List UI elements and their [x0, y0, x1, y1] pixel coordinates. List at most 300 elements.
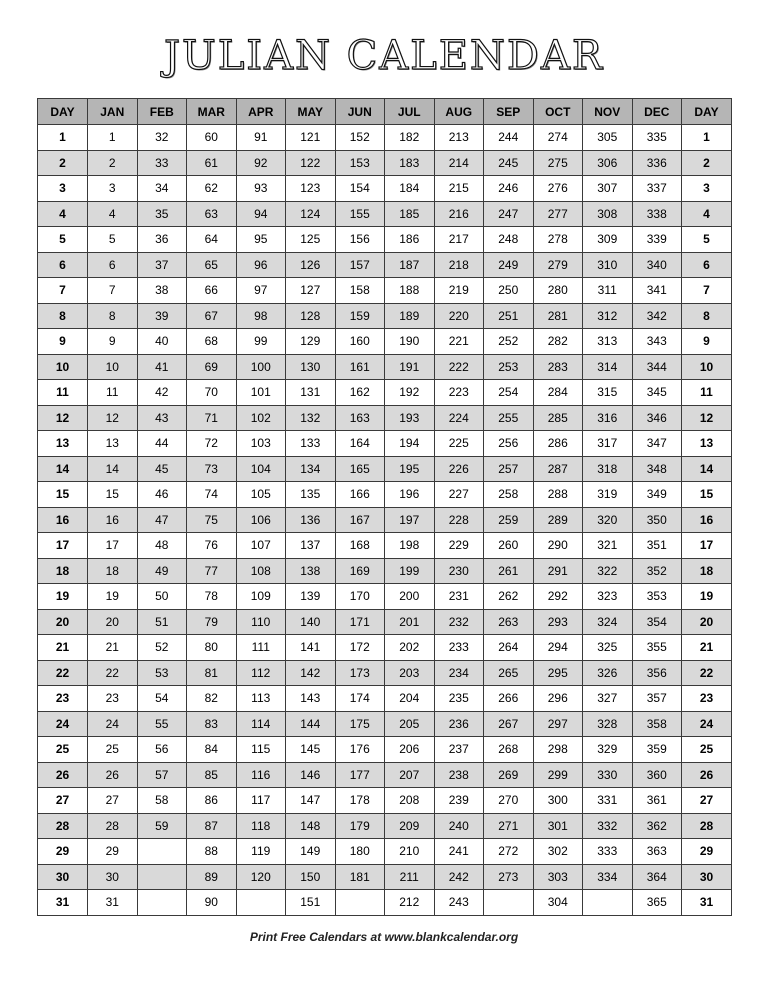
column-header: NOV — [583, 99, 633, 125]
julian-day-cell: 21 — [88, 635, 138, 661]
julian-day-cell: 292 — [533, 584, 583, 610]
julian-day-cell: 138 — [286, 558, 336, 584]
day-number-right: 10 — [682, 354, 732, 380]
day-number-right: 29 — [682, 839, 732, 865]
julian-day-cell: 325 — [583, 635, 633, 661]
julian-day-cell: 326 — [583, 660, 633, 686]
julian-day-cell: 94 — [236, 201, 286, 227]
julian-day-cell: 117 — [236, 788, 286, 814]
julian-day-cell: 55 — [137, 711, 187, 737]
julian-day-cell: 276 — [533, 176, 583, 202]
day-number-left: 4 — [38, 201, 88, 227]
day-number-left: 1 — [38, 125, 88, 151]
julian-day-cell: 327 — [583, 686, 633, 712]
julian-day-cell: 95 — [236, 227, 286, 253]
day-number-right: 11 — [682, 380, 732, 406]
day-number-right: 18 — [682, 558, 732, 584]
julian-day-cell: 355 — [632, 635, 682, 661]
column-header: JUL — [385, 99, 435, 125]
julian-day-cell: 60 — [187, 125, 237, 151]
table-row — [38, 380, 732, 406]
julian-day-cell: 83 — [187, 711, 237, 737]
julian-day-cell: 332 — [583, 813, 633, 839]
julian-day-cell: 244 — [484, 125, 534, 151]
julian-day-cell: 111 — [236, 635, 286, 661]
julian-day-cell: 139 — [286, 584, 336, 610]
julian-day-cell: 364 — [632, 864, 682, 890]
julian-day-cell: 25 — [88, 737, 138, 763]
day-number-right: 8 — [682, 303, 732, 329]
julian-day-cell: 169 — [335, 558, 385, 584]
julian-day-cell: 238 — [434, 762, 484, 788]
julian-day-cell: 156 — [335, 227, 385, 253]
julian-day-cell: 104 — [236, 456, 286, 482]
julian-day-cell: 287 — [533, 456, 583, 482]
julian-day-cell: 53 — [137, 660, 187, 686]
julian-day-cell: 273 — [484, 864, 534, 890]
julian-day-cell: 43 — [137, 405, 187, 431]
julian-day-cell: 267 — [484, 711, 534, 737]
julian-day-cell: 324 — [583, 609, 633, 635]
julian-day-cell: 289 — [533, 507, 583, 533]
day-number-right: 2 — [682, 150, 732, 176]
table-row — [38, 354, 732, 380]
day-number-left: 21 — [38, 635, 88, 661]
julian-day-cell: 22 — [88, 660, 138, 686]
julian-day-cell: 121 — [286, 125, 336, 151]
julian-day-cell: 10 — [88, 354, 138, 380]
julian-day-cell: 252 — [484, 329, 534, 355]
julian-day-cell: 154 — [335, 176, 385, 202]
julian-day-cell: 230 — [434, 558, 484, 584]
julian-day-cell: 247 — [484, 201, 534, 227]
julian-day-cell: 130 — [286, 354, 336, 380]
day-number-right: 3 — [682, 176, 732, 202]
table-row — [38, 405, 732, 431]
julian-day-cell: 71 — [187, 405, 237, 431]
julian-day-cell: 129 — [286, 329, 336, 355]
julian-day-cell: 246 — [484, 176, 534, 202]
column-header: FEB — [137, 99, 187, 125]
julian-day-cell: 256 — [484, 431, 534, 457]
table-row — [38, 201, 732, 227]
julian-day-cell: 322 — [583, 558, 633, 584]
julian-day-cell: 86 — [187, 788, 237, 814]
julian-day-cell: 351 — [632, 533, 682, 559]
julian-day-cell: 257 — [484, 456, 534, 482]
footer-text: Print Free Calendars at www.blankcalendar.org — [249, 930, 519, 944]
julian-day-cell: 64 — [187, 227, 237, 253]
julian-day-cell: 41 — [137, 354, 187, 380]
julian-day-cell: 100 — [236, 354, 286, 380]
julian-day-cell: 68 — [187, 329, 237, 355]
julian-day-cell: 317 — [583, 431, 633, 457]
column-header: MAR — [187, 99, 237, 125]
julian-day-cell: 356 — [632, 660, 682, 686]
julian-day-cell: 243 — [434, 890, 484, 916]
julian-day-cell: 16 — [88, 507, 138, 533]
day-number-left: 28 — [38, 813, 88, 839]
table-row — [38, 711, 732, 737]
julian-day-cell: 87 — [187, 813, 237, 839]
day-number-left: 31 — [38, 890, 88, 916]
julian-day-cell: 45 — [137, 456, 187, 482]
julian-day-cell: 333 — [583, 839, 633, 865]
table-row — [38, 278, 732, 304]
day-number-right: 7 — [682, 278, 732, 304]
julian-day-cell: 295 — [533, 660, 583, 686]
julian-day-cell: 75 — [187, 507, 237, 533]
julian-day-cell: 78 — [187, 584, 237, 610]
day-number-left: 22 — [38, 660, 88, 686]
julian-day-cell: 63 — [187, 201, 237, 227]
julian-day-cell: 36 — [137, 227, 187, 253]
julian-day-cell: 248 — [484, 227, 534, 253]
julian-day-cell: 303 — [533, 864, 583, 890]
julian-day-cell: 187 — [385, 252, 435, 278]
julian-day-cell: 54 — [137, 686, 187, 712]
day-number-left: 15 — [38, 482, 88, 508]
julian-day-cell: 228 — [434, 507, 484, 533]
julian-day-cell: 24 — [88, 711, 138, 737]
julian-day-cell: 316 — [583, 405, 633, 431]
julian-day-cell: 89 — [187, 864, 237, 890]
day-number-right: 21 — [682, 635, 732, 661]
julian-day-cell: 151 — [286, 890, 336, 916]
julian-day-cell — [137, 890, 187, 916]
julian-day-cell: 337 — [632, 176, 682, 202]
julian-day-cell: 40 — [137, 329, 187, 355]
julian-day-cell: 128 — [286, 303, 336, 329]
julian-day-cell: 146 — [286, 762, 336, 788]
julian-day-cell: 264 — [484, 635, 534, 661]
julian-day-cell: 177 — [335, 762, 385, 788]
julian-day-cell: 93 — [236, 176, 286, 202]
julian-day-cell: 141 — [286, 635, 336, 661]
julian-day-cell: 285 — [533, 405, 583, 431]
julian-day-cell: 191 — [385, 354, 435, 380]
julian-day-cell: 19 — [88, 584, 138, 610]
julian-day-cell: 118 — [236, 813, 286, 839]
julian-day-cell: 122 — [286, 150, 336, 176]
julian-day-cell: 282 — [533, 329, 583, 355]
julian-day-cell: 105 — [236, 482, 286, 508]
julian-day-cell: 297 — [533, 711, 583, 737]
julian-day-cell: 339 — [632, 227, 682, 253]
table-row — [38, 788, 732, 814]
table-row — [38, 456, 732, 482]
julian-day-cell: 157 — [335, 252, 385, 278]
julian-day-cell: 39 — [137, 303, 187, 329]
julian-day-cell: 331 — [583, 788, 633, 814]
julian-day-cell: 265 — [484, 660, 534, 686]
julian-day-cell: 119 — [236, 839, 286, 865]
julian-day-cell — [236, 890, 286, 916]
julian-day-cell: 344 — [632, 354, 682, 380]
julian-day-cell: 107 — [236, 533, 286, 559]
julian-day-cell: 218 — [434, 252, 484, 278]
julian-day-cell: 140 — [286, 609, 336, 635]
julian-day-cell: 225 — [434, 431, 484, 457]
julian-day-cell: 17 — [88, 533, 138, 559]
julian-day-cell: 210 — [385, 839, 435, 865]
julian-day-cell: 133 — [286, 431, 336, 457]
julian-day-cell: 310 — [583, 252, 633, 278]
day-number-right: 26 — [682, 762, 732, 788]
julian-day-cell: 280 — [533, 278, 583, 304]
day-number-left: 30 — [38, 864, 88, 890]
julian-day-cell: 312 — [583, 303, 633, 329]
julian-day-cell: 27 — [88, 788, 138, 814]
julian-day-cell: 2 — [88, 150, 138, 176]
day-number-right: 22 — [682, 660, 732, 686]
julian-day-cell: 266 — [484, 686, 534, 712]
julian-day-cell: 288 — [533, 482, 583, 508]
julian-day-cell: 26 — [88, 762, 138, 788]
julian-day-cell: 271 — [484, 813, 534, 839]
column-header: AUG — [434, 99, 484, 125]
julian-day-cell: 123 — [286, 176, 336, 202]
julian-day-cell: 236 — [434, 711, 484, 737]
julian-day-cell: 74 — [187, 482, 237, 508]
day-number-left: 14 — [38, 456, 88, 482]
julian-day-cell: 330 — [583, 762, 633, 788]
julian-day-cell: 170 — [335, 584, 385, 610]
julian-day-cell: 12 — [88, 405, 138, 431]
julian-day-cell: 281 — [533, 303, 583, 329]
julian-day-cell: 270 — [484, 788, 534, 814]
table-row — [38, 329, 732, 355]
julian-day-cell: 192 — [385, 380, 435, 406]
julian-day-cell: 20 — [88, 609, 138, 635]
julian-day-cell: 134 — [286, 456, 336, 482]
day-number-left: 20 — [38, 609, 88, 635]
julian-day-cell: 163 — [335, 405, 385, 431]
julian-day-cell: 211 — [385, 864, 435, 890]
julian-day-cell: 350 — [632, 507, 682, 533]
julian-day-cell: 360 — [632, 762, 682, 788]
julian-day-cell: 73 — [187, 456, 237, 482]
julian-day-cell: 307 — [583, 176, 633, 202]
julian-day-cell: 84 — [187, 737, 237, 763]
julian-day-cell: 345 — [632, 380, 682, 406]
julian-day-cell: 62 — [187, 176, 237, 202]
julian-day-cell: 178 — [335, 788, 385, 814]
julian-day-cell: 205 — [385, 711, 435, 737]
julian-day-cell: 113 — [236, 686, 286, 712]
julian-day-cell: 255 — [484, 405, 534, 431]
julian-day-cell: 82 — [187, 686, 237, 712]
julian-day-cell: 185 — [385, 201, 435, 227]
julian-day-cell: 323 — [583, 584, 633, 610]
julian-day-cell: 161 — [335, 354, 385, 380]
julian-day-cell: 304 — [533, 890, 583, 916]
table-row — [38, 890, 732, 916]
julian-day-cell: 319 — [583, 482, 633, 508]
julian-day-cell: 272 — [484, 839, 534, 865]
julian-day-cell: 98 — [236, 303, 286, 329]
day-number-left: 17 — [38, 533, 88, 559]
julian-day-cell: 153 — [335, 150, 385, 176]
julian-day-cell: 30 — [88, 864, 138, 890]
julian-day-cell: 116 — [236, 762, 286, 788]
julian-day-cell: 13 — [88, 431, 138, 457]
julian-day-cell: 357 — [632, 686, 682, 712]
julian-day-cell: 224 — [434, 405, 484, 431]
day-number-right: 31 — [682, 890, 732, 916]
julian-day-cell: 110 — [236, 609, 286, 635]
julian-day-cell: 221 — [434, 329, 484, 355]
julian-day-cell: 340 — [632, 252, 682, 278]
julian-day-cell: 143 — [286, 686, 336, 712]
julian-day-cell: 136 — [286, 507, 336, 533]
julian-day-cell: 183 — [385, 150, 435, 176]
column-header: JUN — [335, 99, 385, 125]
julian-day-cell: 124 — [286, 201, 336, 227]
julian-day-cell: 114 — [236, 711, 286, 737]
julian-day-cell: 290 — [533, 533, 583, 559]
julian-day-cell: 320 — [583, 507, 633, 533]
julian-day-cell: 363 — [632, 839, 682, 865]
julian-day-cell: 76 — [187, 533, 237, 559]
julian-day-cell: 214 — [434, 150, 484, 176]
day-number-right: 16 — [682, 507, 732, 533]
julian-day-cell: 188 — [385, 278, 435, 304]
julian-day-cell: 305 — [583, 125, 633, 151]
julian-day-cell: 259 — [484, 507, 534, 533]
julian-day-cell: 144 — [286, 711, 336, 737]
julian-day-cell: 334 — [583, 864, 633, 890]
julian-day-cell: 202 — [385, 635, 435, 661]
julian-day-cell: 112 — [236, 660, 286, 686]
day-number-left: 7 — [38, 278, 88, 304]
julian-day-cell: 58 — [137, 788, 187, 814]
julian-day-cell: 336 — [632, 150, 682, 176]
julian-day-cell: 278 — [533, 227, 583, 253]
julian-day-cell: 23 — [88, 686, 138, 712]
julian-day-cell: 232 — [434, 609, 484, 635]
julian-day-cell: 231 — [434, 584, 484, 610]
julian-day-cell: 249 — [484, 252, 534, 278]
julian-day-cell: 52 — [137, 635, 187, 661]
table-row — [38, 533, 732, 559]
julian-day-cell: 245 — [484, 150, 534, 176]
julian-day-cell: 215 — [434, 176, 484, 202]
julian-day-cell: 180 — [335, 839, 385, 865]
julian-day-cell: 203 — [385, 660, 435, 686]
julian-day-cell: 147 — [286, 788, 336, 814]
julian-day-cell — [137, 864, 187, 890]
julian-day-cell: 296 — [533, 686, 583, 712]
julian-day-cell: 279 — [533, 252, 583, 278]
day-number-right: 5 — [682, 227, 732, 253]
day-number-left: 9 — [38, 329, 88, 355]
julian-day-cell: 194 — [385, 431, 435, 457]
julian-day-cell: 50 — [137, 584, 187, 610]
julian-day-cell: 341 — [632, 278, 682, 304]
julian-day-cell: 309 — [583, 227, 633, 253]
julian-day-cell: 237 — [434, 737, 484, 763]
table-row — [38, 864, 732, 890]
julian-day-cell: 29 — [88, 839, 138, 865]
julian-day-cell: 6 — [88, 252, 138, 278]
julian-day-cell: 209 — [385, 813, 435, 839]
day-number-right: 14 — [682, 456, 732, 482]
julian-day-cell: 190 — [385, 329, 435, 355]
day-number-right: 20 — [682, 609, 732, 635]
julian-day-cell: 125 — [286, 227, 336, 253]
julian-day-cell: 199 — [385, 558, 435, 584]
julian-day-cell: 250 — [484, 278, 534, 304]
julian-day-cell: 8 — [88, 303, 138, 329]
julian-day-cell: 253 — [484, 354, 534, 380]
julian-day-cell: 294 — [533, 635, 583, 661]
day-number-left: 23 — [38, 686, 88, 712]
julian-day-cell: 239 — [434, 788, 484, 814]
column-header: MAY — [286, 99, 336, 125]
julian-day-cell — [137, 839, 187, 865]
julian-day-cell: 66 — [187, 278, 237, 304]
julian-day-cell: 275 — [533, 150, 583, 176]
day-number-right: 6 — [682, 252, 732, 278]
julian-day-cell: 213 — [434, 125, 484, 151]
column-header: DAY — [38, 99, 88, 125]
julian-day-cell: 235 — [434, 686, 484, 712]
julian-day-cell: 220 — [434, 303, 484, 329]
julian-day-cell: 77 — [187, 558, 237, 584]
day-number-left: 11 — [38, 380, 88, 406]
julian-day-cell: 197 — [385, 507, 435, 533]
page-title: JULIAN CALENDAR — [163, 33, 605, 79]
julian-day-cell: 207 — [385, 762, 435, 788]
julian-day-cell: 193 — [385, 405, 435, 431]
table-row — [38, 584, 732, 610]
julian-day-cell: 160 — [335, 329, 385, 355]
julian-day-cell: 352 — [632, 558, 682, 584]
julian-day-cell: 61 — [187, 150, 237, 176]
julian-day-cell: 353 — [632, 584, 682, 610]
column-header: APR — [236, 99, 286, 125]
julian-day-cell: 176 — [335, 737, 385, 763]
julian-day-cell: 69 — [187, 354, 237, 380]
julian-day-cell: 181 — [335, 864, 385, 890]
julian-day-cell: 131 — [286, 380, 336, 406]
julian-day-cell: 321 — [583, 533, 633, 559]
julian-day-cell: 329 — [583, 737, 633, 763]
julian-day-cell: 56 — [137, 737, 187, 763]
julian-day-cell: 222 — [434, 354, 484, 380]
julian-day-cell: 284 — [533, 380, 583, 406]
julian-day-cell: 103 — [236, 431, 286, 457]
julian-day-cell: 343 — [632, 329, 682, 355]
julian-day-cell: 47 — [137, 507, 187, 533]
julian-day-cell: 186 — [385, 227, 435, 253]
julian-day-cell: 204 — [385, 686, 435, 712]
julian-day-cell: 80 — [187, 635, 237, 661]
julian-day-cell: 286 — [533, 431, 583, 457]
julian-day-cell: 48 — [137, 533, 187, 559]
julian-day-cell: 338 — [632, 201, 682, 227]
julian-day-cell: 217 — [434, 227, 484, 253]
day-number-left: 27 — [38, 788, 88, 814]
day-number-left: 26 — [38, 762, 88, 788]
table-row — [38, 227, 732, 253]
julian-day-cell: 226 — [434, 456, 484, 482]
julian-day-cell — [484, 890, 534, 916]
julian-day-cell: 1 — [88, 125, 138, 151]
julian-day-cell: 263 — [484, 609, 534, 635]
julian-day-cell: 216 — [434, 201, 484, 227]
